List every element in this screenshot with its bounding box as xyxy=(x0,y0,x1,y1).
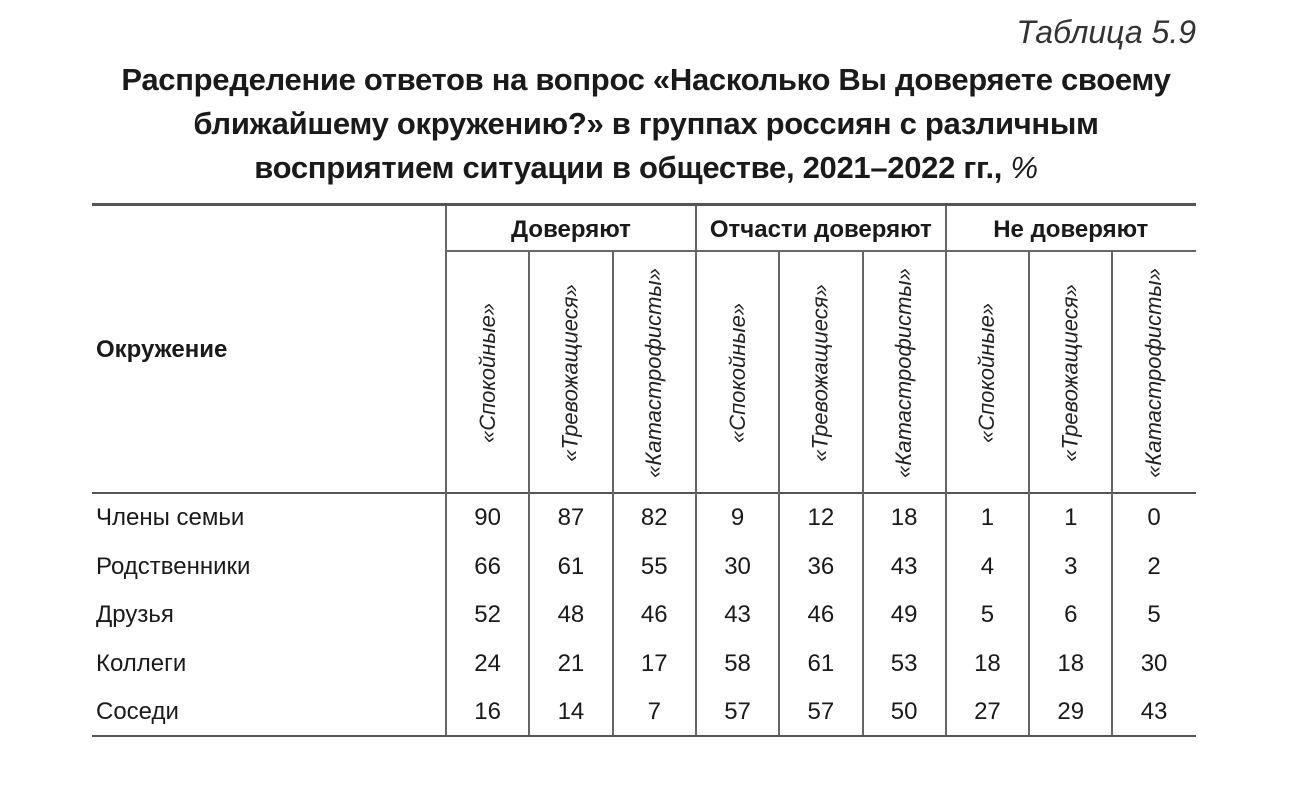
subgroup-label: «Спокойные» xyxy=(974,302,1000,444)
table-cell: 5 xyxy=(980,601,995,628)
subgroup-label: «Спокойные» xyxy=(724,302,750,444)
row-label: Члены семьи xyxy=(96,504,245,531)
subgroup-label: «Катастрофисты» xyxy=(1141,268,1167,478)
subgroup-label: «Тревожащиеся» xyxy=(557,284,583,462)
table-cell: 57 xyxy=(724,698,751,725)
table-number: Таблица 5.9 xyxy=(1016,14,1196,50)
table-cell: 30 xyxy=(1140,649,1168,677)
table-cell: 16 xyxy=(474,698,501,725)
row-label: Родственники xyxy=(96,552,251,580)
table-cell: 55 xyxy=(640,552,668,580)
subgroup-header xyxy=(531,256,611,490)
table-cell: 66 xyxy=(474,552,501,580)
table-cell: 90 xyxy=(474,504,501,531)
table-header-rule xyxy=(92,492,1196,494)
table-cell: 46 xyxy=(640,601,668,628)
table-cell: 46 xyxy=(807,601,835,628)
table-cell: 43 xyxy=(890,552,918,580)
table-cell: 43 xyxy=(1140,698,1168,725)
table-cell: 1 xyxy=(980,504,995,531)
table-cell: 21 xyxy=(557,649,585,677)
table-bottom-rule xyxy=(92,735,1196,737)
table-cell: 3 xyxy=(1064,552,1078,580)
title-text: Распределение ответов на вопрос «Насколько Вы доверяете своему ближайшему окружению?» в группах россиян с различным восприятием ситуации в обществе, 2021–2022 гг., xyxy=(121,62,1171,185)
group-header: Не доверяют xyxy=(993,216,1149,243)
subgroup-label: «Тревожащиеся» xyxy=(1057,284,1083,462)
subgroup-header xyxy=(947,256,1027,490)
table-cell: 12 xyxy=(807,504,835,531)
table-cell: 50 xyxy=(890,698,918,725)
table-cell: 1 xyxy=(1064,504,1078,531)
table-cell: 27 xyxy=(974,698,1001,725)
group-underline xyxy=(446,250,1196,252)
table-cell: 7 xyxy=(647,698,661,725)
table-cell: 43 xyxy=(724,601,751,628)
table-cell: 58 xyxy=(724,649,751,677)
table-cell: 5 xyxy=(1147,601,1161,628)
table-cell: 2 xyxy=(1147,552,1161,580)
subgroup-header xyxy=(864,256,944,490)
table-cell: 82 xyxy=(640,504,668,531)
subgroup-header xyxy=(781,256,861,490)
table-cell: 18 xyxy=(974,649,1001,677)
group-header: Отчасти доверяют xyxy=(709,216,932,243)
table-cell: 36 xyxy=(807,552,835,580)
table-title xyxy=(96,58,1196,190)
table-cell: 61 xyxy=(807,649,835,677)
table-cell: 61 xyxy=(557,552,585,580)
table-cell: 0 xyxy=(1147,504,1161,531)
subgroup-header xyxy=(614,256,694,490)
group-header: Доверяют xyxy=(511,216,631,243)
table-cell: 48 xyxy=(557,601,585,628)
subgroup-header xyxy=(1031,256,1111,490)
table-cell: 57 xyxy=(807,698,835,725)
table-cell: 87 xyxy=(557,504,585,531)
row-header: Окружение xyxy=(96,336,228,363)
table-cell: 17 xyxy=(640,649,668,677)
row-label: Соседи xyxy=(96,698,179,725)
subgroup-header xyxy=(698,256,778,490)
row-label: Коллеги xyxy=(96,649,187,677)
table-cell: 52 xyxy=(474,601,501,628)
subgroup-header xyxy=(1114,256,1194,490)
table-cell: 49 xyxy=(890,601,918,628)
subgroup-label: «Катастрофисты» xyxy=(891,268,917,478)
table-cell: 24 xyxy=(474,649,501,677)
table-top-rule xyxy=(92,203,1196,206)
subgroup-label: «Спокойные» xyxy=(474,302,500,444)
table-cell: 9 xyxy=(730,504,745,531)
table-cell: 29 xyxy=(1057,698,1085,725)
subgroup-header xyxy=(448,256,528,490)
subgroup-label: «Катастрофисты» xyxy=(641,268,667,478)
table-cell: 14 xyxy=(557,698,585,725)
table-cell: 18 xyxy=(890,504,918,531)
table-cell: 4 xyxy=(980,552,995,580)
row-label: Друзья xyxy=(96,601,174,628)
title-unit: % xyxy=(1010,150,1038,185)
table-cell: 6 xyxy=(1064,601,1078,628)
table-cell: 18 xyxy=(1057,649,1085,677)
subgroup-label: «Тревожащиеся» xyxy=(807,284,833,462)
table-cell: 30 xyxy=(724,552,751,580)
table-cell: 53 xyxy=(890,649,918,677)
